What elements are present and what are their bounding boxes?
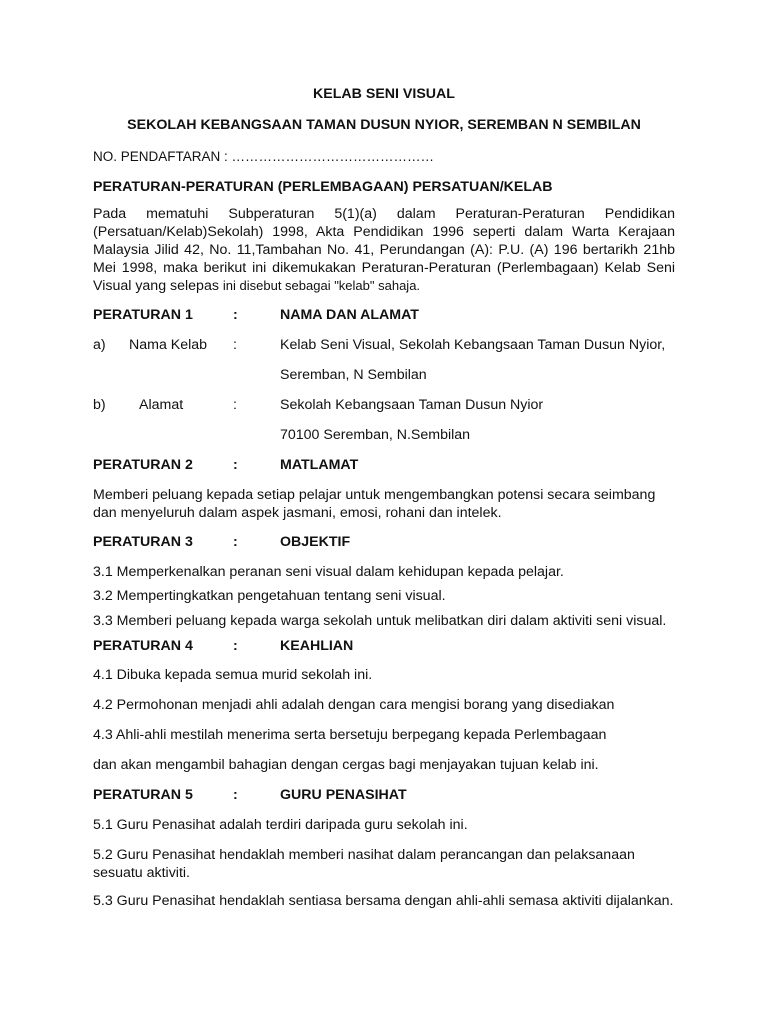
rule-3-label: PERATURAN 3 [93,534,193,550]
rule-3-item: 3.1 Memperkenalkan peranan seni visual dalam kehidupan kepada pelajar. [93,564,564,580]
rule-2-colon: : [233,457,238,473]
rule-1b-value-line1: Sekolah Kebangsaan Taman Dusun Nyior [280,397,544,413]
rule-3-title: OBJEKTIF [280,534,351,550]
intro-tail-text: ini disebut sebagai "kelab" sahaja. [222,278,421,293]
rule-5-title: GURU PENASIHAT [280,787,407,803]
intro-paragraph [93,205,675,295]
rule-3-item: 3.3 Memberi peluang kepada warga sekolah untuk melibatkan diri dalam aktiviti seni visual. [93,613,667,629]
rule-1b-label: Alamat [139,397,184,413]
rule-1a-label: Nama Kelab [129,337,208,353]
rules-heading: PERATURAN-PERATURAN (PERLEMBAGAAN) PERSATUAN/KELAB [93,179,553,195]
rule-1a-marker: a) [93,337,106,353]
school-name: SEKOLAH KEBANGSAAN TAMAN DUSUN NYIOR, SEREMBAN N SEMBILAN [127,117,641,133]
rule-1b-value-line2: 70100 Seremban, N.Sembilan [280,427,471,443]
rule-1-title: NAMA DAN ALAMAT [280,307,419,323]
rule-1a-value-line1: Kelab Seni Visual, Sekolah Kebangsaan Taman Dusun Nyior, [280,337,666,353]
intro-main-text: Pada mematuhi Subperaturan 5(1)(a) dalam Peraturan-Peraturan Pendidikan (Persatuan/Kelab)Sekolah) 1998, Akta Pendidikan 1996 seperti dalam Warta Kerajaan Malaysia Jilid 42, No. 11,Tambahan No. 41, Perundangan (A): P.U. (A) 196 bertarikh 21hb Mei 1998, maka berikut ini dikemukakan Peraturan-Peraturan (Perlembagaan) Kelab Seni Visual yang selepas [93,206,675,294]
rule-5-colon: : [233,787,238,803]
rule-4-item: 4.3 Ahli-ahli mestilah menerima serta bersetuju berpegang kepada Perlembagaan [93,727,607,743]
rule-1b-marker: b) [93,397,106,413]
document-title: KELAB SENI VISUAL [313,86,455,102]
rule-5-item: 5.1 Guru Penasihat adalah terdiri daripada guru sekolah ini. [93,817,468,833]
registration-number-line: NO. PENDAFTARAN : ……………………………………… [93,149,435,164]
rule-4-item: 4.1 Dibuka kepada semua murid sekolah ini. [93,667,373,683]
rule-4-label: PERATURAN 4 [93,638,193,654]
rule-2-title: MATLAMAT [280,457,359,473]
rule-3-item: 3.2 Mempertingkatkan pengetahuan tentang seni visual. [93,588,446,604]
rule-2-text: Memberi peluang kepada setiap pelajar untuk mengembangkan potensi secara seimbang dan menyeluruh dalam aspek jasmani, emosi, rohani dan intelek. [93,487,656,521]
rule-2-label: PERATURAN 2 [93,457,193,473]
rule-4-item: 4.2 Permohonan menjadi ahli adalah dengan cara mengisi borang yang disediakan [93,697,615,713]
rule-5-label: PERATURAN 5 [93,787,193,803]
rule-4-colon: : [233,638,238,654]
rule-1a-colon: : [233,337,237,353]
rule-1b-colon: : [233,397,237,413]
rule-4-item: dan akan mengambil bahagian dengan cergas bagi menjayakan tujuan kelab ini. [93,757,599,773]
rule-5-item: 5.3 Guru Penasihat hendaklah sentiasa bersama dengan ahli-ahli semasa aktiviti dijalankan. [93,893,674,909]
rule-1-colon: : [233,307,238,323]
rule-5-item: 5.2 Guru Penasihat hendaklah memberi nasihat dalam perancangan dan pelaksanaan sesuatu aktiviti. [93,847,635,881]
rule-1-label: PERATURAN 1 [93,307,193,323]
rule-1a-value-line2: Seremban, N Sembilan [280,367,427,383]
rule-3-colon: : [233,534,238,550]
rule-4-title: KEAHLIAN [280,638,354,654]
